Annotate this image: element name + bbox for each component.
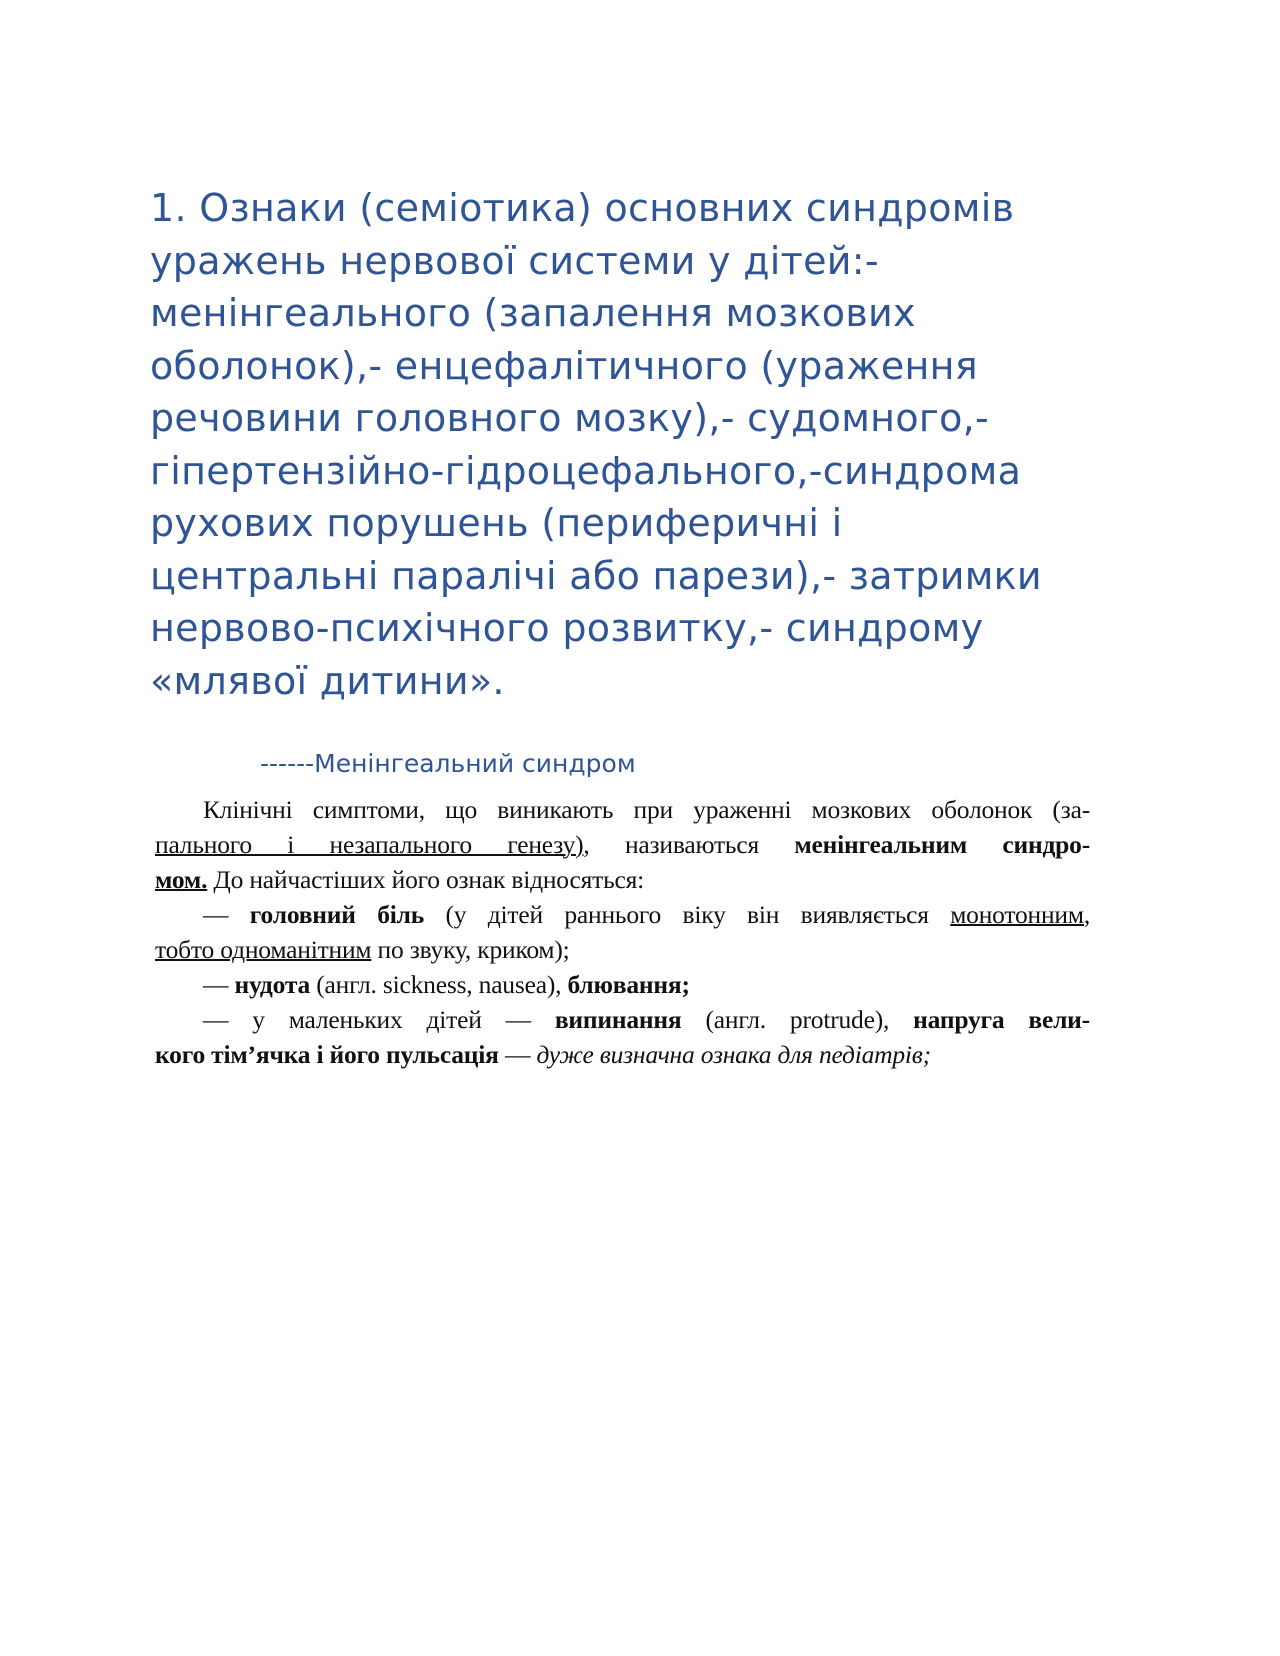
excerpt-line	[155, 827, 1090, 862]
excerpt-bold-text: головний біль	[249, 900, 425, 929]
excerpt-italic-text: дуже визначна ознака для педіатрів;	[536, 1040, 931, 1069]
heading-line: уражень нервової системи у дітей:-	[150, 238, 879, 283]
excerpt-line	[155, 967, 1090, 1002]
heading-line: нервово-психічного розвитку,- синдрому	[150, 606, 984, 650]
heading-line: менінгеального (запалення мозкових	[150, 291, 916, 335]
excerpt-text: — у маленьких дітей —	[203, 1005, 555, 1034]
section-subheading: ------Менінгеальний синдром	[260, 749, 636, 778]
excerpt-text: по звуку, криком);	[371, 935, 570, 964]
excerpt-line	[155, 932, 1090, 967]
excerpt-text: —	[203, 970, 235, 999]
excerpt-underlined-text: пального і незапального генезу),	[155, 830, 590, 859]
heading-line: рухових порушень (периферичні і	[150, 501, 843, 545]
excerpt-bold-text: випинання	[554, 1005, 682, 1034]
excerpt-bold-text: блювання;	[567, 970, 690, 999]
excerpt-text: —	[203, 900, 250, 929]
heading-line: центральні паралічі або парези),- затримки	[150, 553, 1042, 598]
heading-line: гіпертензійно-гідроцефального,-синдрома	[150, 448, 1022, 493]
excerpt-underlined-text: тобто одноманітним	[155, 935, 372, 964]
excerpt-text: називаються	[589, 830, 795, 859]
heading-line: оболонок),- енцефалітичного (ураження	[150, 343, 978, 388]
heading-line: 1. Ознаки (семіотика) основних синдромів	[150, 186, 1015, 230]
heading-line: речовини головного мозку),- судомного,-	[150, 396, 990, 440]
excerpt-text: —	[498, 1040, 537, 1069]
excerpt-line	[155, 1037, 1090, 1072]
excerpt-underlined-text: монотонним,	[950, 900, 1090, 929]
excerpt-bold-text: нудота	[234, 970, 311, 999]
excerpt-bold-text: напруга вели-	[913, 1005, 1090, 1034]
excerpt-line	[155, 862, 1090, 897]
excerpt-line	[155, 897, 1090, 932]
scanned-textbook-excerpt	[155, 792, 1090, 1072]
page-heading	[150, 182, 1130, 707]
excerpt-text: До найчастіших його ознак відносяться:	[207, 865, 645, 894]
excerpt-bold-text: кого тім’ячка і його пульсація	[155, 1040, 499, 1069]
excerpt-line	[155, 792, 1090, 827]
excerpt-bold-underlined-text: мом.	[155, 865, 208, 894]
excerpt-text: (англ. protrude),	[681, 1005, 914, 1034]
excerpt-text: (англ. sickness, nausea),	[310, 970, 568, 999]
excerpt-bold-text: менінгеальним синдро-	[794, 830, 1090, 859]
excerpt-text: (у дітей раннього віку він виявляється	[424, 900, 951, 929]
excerpt-line	[155, 1002, 1090, 1037]
excerpt-text: Клінічні симптоми, що виникають при ураженні мозкових оболонок (за-	[203, 795, 1090, 824]
heading-line: «млявої дитини».	[150, 658, 505, 703]
